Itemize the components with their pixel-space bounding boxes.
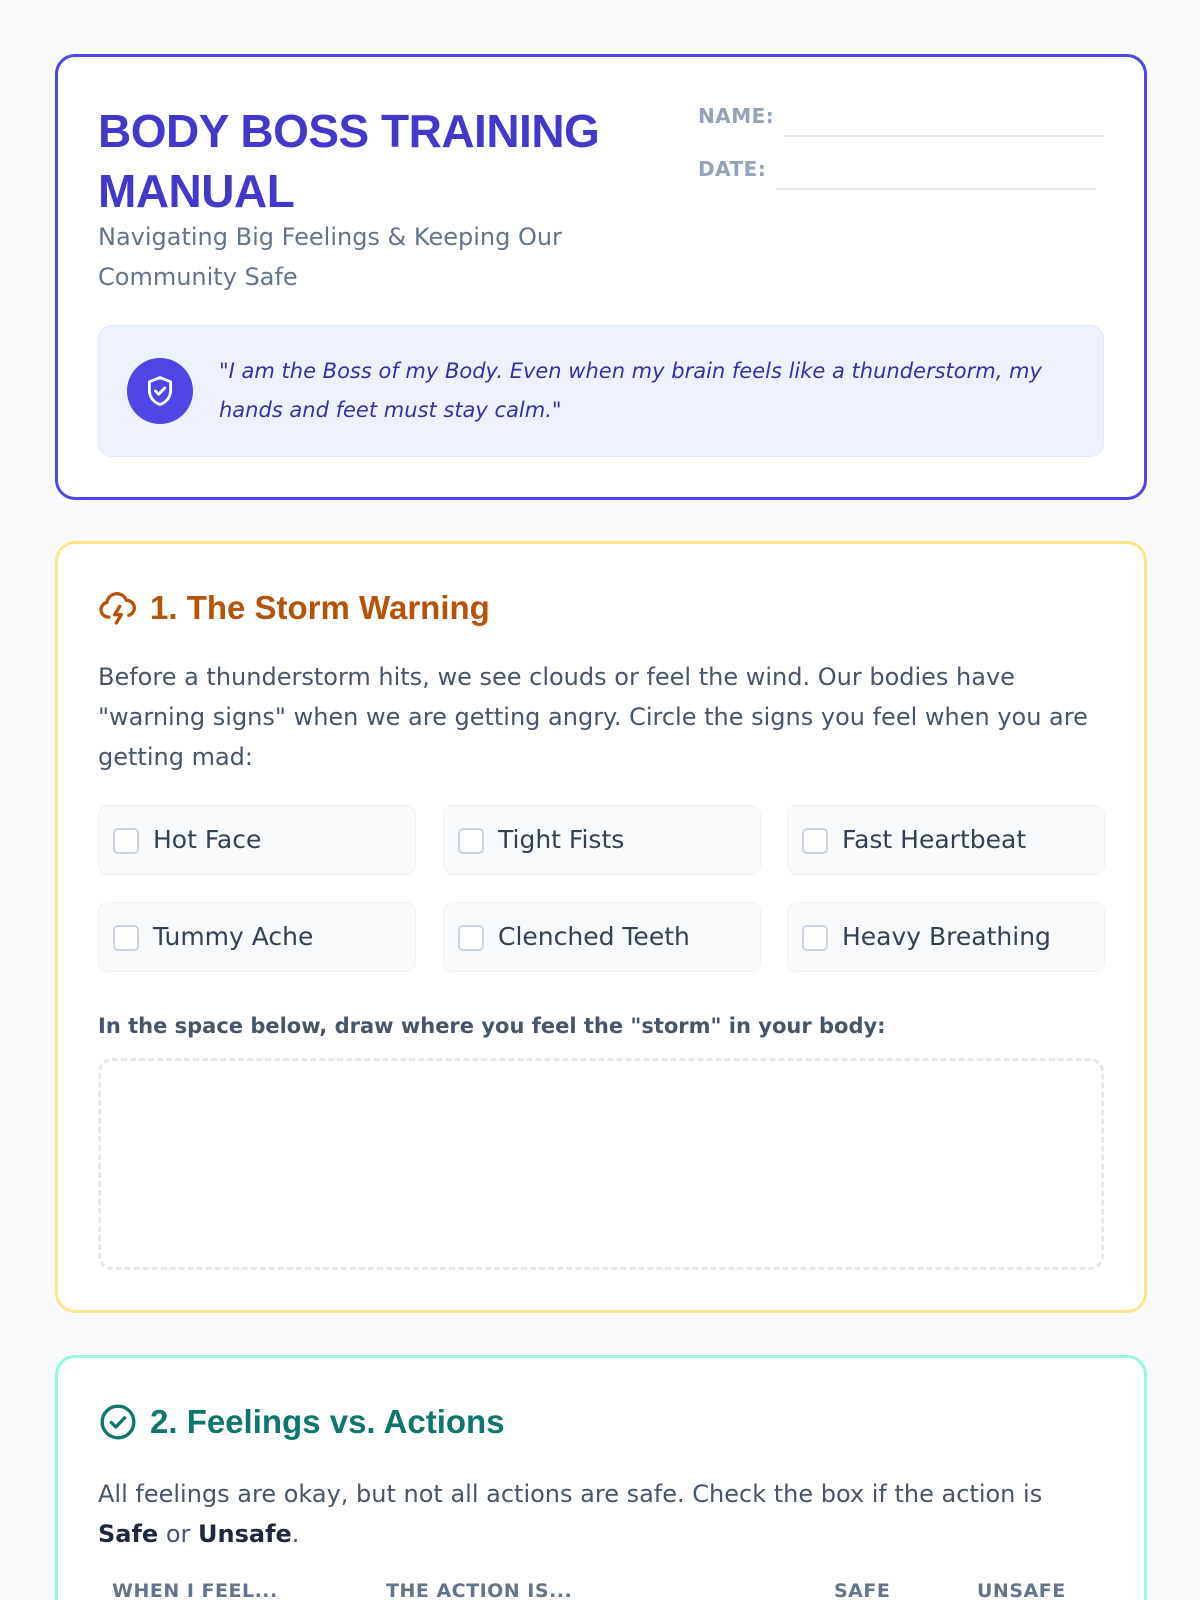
unsafe-word: Unsafe xyxy=(198,1520,292,1548)
warning-sign-label: Tight Fists xyxy=(498,825,625,854)
warning-sign-option[interactable] xyxy=(443,805,761,875)
date-label: DATE: xyxy=(698,157,767,181)
draw-prompt: In the space below, draw where you feel the "storm" in your body: xyxy=(98,1014,886,1038)
storm-intro: Before a thunderstorm hits, we see clouds or feel the wind. Our bodies have "warning signs" when we are getting angry. Circle the signs you feel when you are getting mad: xyxy=(98,663,1088,771)
checkbox[interactable] xyxy=(802,925,828,951)
shield-check-icon xyxy=(127,358,193,424)
warning-sign-option[interactable] xyxy=(787,805,1105,875)
checkbox[interactable] xyxy=(802,828,828,854)
checkbox[interactable] xyxy=(113,828,139,854)
feelings-vs-actions-section xyxy=(55,1355,1147,1600)
warning-sign-option[interactable] xyxy=(98,902,416,972)
name-field[interactable] xyxy=(784,135,1104,137)
checkbox[interactable] xyxy=(458,925,484,951)
warning-sign-label: Tummy Ache xyxy=(153,922,314,951)
motto-quote: "I am the Boss of my Body. Even when my brain feels like a thunderstorm, my hands and feet must stay calm." xyxy=(219,359,1042,422)
check-circle-icon xyxy=(98,1402,138,1442)
date-field[interactable] xyxy=(776,188,1096,190)
warning-sign-label: Hot Face xyxy=(153,825,262,854)
column-header-action: THE ACTION IS... xyxy=(386,1580,573,1600)
safe-word: Safe xyxy=(98,1520,159,1548)
storm-section-title: 1. The Storm Warning xyxy=(150,589,490,626)
warning-sign-label: Fast Heartbeat xyxy=(842,825,1027,854)
warning-sign-label: Clenched Teeth xyxy=(498,922,690,951)
checkbox[interactable] xyxy=(113,925,139,951)
column-header-unsafe: UNSAFE xyxy=(977,1580,1066,1600)
drawing-area[interactable] xyxy=(98,1058,1104,1270)
checkbox[interactable] xyxy=(458,828,484,854)
name-label: NAME: xyxy=(698,104,775,128)
motto-box xyxy=(98,325,1104,457)
page-subtitle: Navigating Big Feelings & Keeping Our Community Safe xyxy=(98,223,562,291)
actions-intro: All feelings are okay, but not all actions are safe. Check the box if the action is Safe or Unsafe. xyxy=(98,1480,1043,1548)
warning-sign-option[interactable] xyxy=(443,902,761,972)
warning-sign-option[interactable] xyxy=(787,902,1105,972)
header-card xyxy=(55,54,1147,500)
warning-sign-label: Heavy Breathing xyxy=(842,922,1051,951)
warning-sign-option[interactable] xyxy=(98,805,416,875)
column-header-feeling: WHEN I FEEL... xyxy=(112,1580,278,1600)
storm-warning-section xyxy=(55,541,1147,1313)
column-header-safe: SAFE xyxy=(834,1580,891,1600)
cloud-lightning-icon xyxy=(98,588,138,628)
page-title: BODY BOSS TRAINING MANUAL xyxy=(98,105,600,217)
actions-section-title: 2. Feelings vs. Actions xyxy=(150,1403,505,1440)
